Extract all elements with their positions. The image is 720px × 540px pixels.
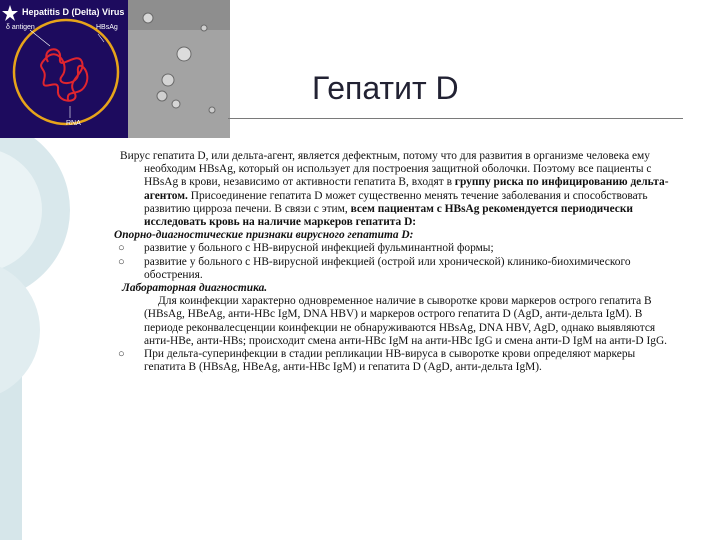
- list-item: [114, 256, 674, 282]
- antigen-pointer: [30, 30, 50, 46]
- intro-bold-1: группу риска по инфицированию дельта-агентом.: [144, 176, 669, 202]
- lab-heading: Лабораторная диагностика.: [122, 282, 268, 295]
- bullet-text: развитие у больного с HB-вирусной инфекцией фульминантной формы;: [144, 242, 494, 255]
- virus-figure: [0, 0, 230, 138]
- intro-paragraph: [114, 150, 674, 229]
- rna-label: RNA: [66, 120, 81, 127]
- intro-text-1: Вирус гепатита D, или дельта-агент, является дефектным, потому что для развития в организме человека ему необходим HBsAg, который он использует для построения защитной оболочки. Поэтому все пациенты с HBsAg в крови, независимо от активности гепатита В, входят в: [120, 150, 652, 189]
- signs-heading: Опорно-диагностические признаки вирусного гепатита D:: [114, 229, 414, 242]
- virus-structure-drawing: [0, 0, 128, 138]
- bullet-text: При дельта-суперинфекции в стадии репликации HB-вируса в сыворотке крови определяют маркеры гепатита В (HBsAg, HBeAg, анти-HBc IgM) и гепатита D (AgD, анти-дельта IgM).: [144, 348, 636, 374]
- rna-strand: [41, 49, 87, 100]
- slide-body: [114, 150, 674, 374]
- figure-title: Hepatitis D (Delta) Virus: [22, 7, 125, 17]
- star-logo-icon: [2, 5, 18, 21]
- title-divider: [228, 118, 683, 119]
- electron-micrograph: [128, 0, 230, 138]
- bullet-circle-icon: ○: [118, 242, 125, 255]
- micrograph-particles: [128, 0, 230, 138]
- bullet-circle-icon: ○: [118, 255, 125, 268]
- intro-text-2: Присоединение гепатита D может существенно менять течение заболевания и способствовать развитию цирроза печени. В связи с этим,: [144, 189, 648, 215]
- slide-title: Гепатит D: [312, 70, 459, 106]
- intro-bold-2: всем пациентам с HBsAg рекомендуется периодически исследовать кровь на наличие маркеров гепатита D:: [144, 202, 633, 229]
- virus-diagram: [0, 0, 128, 138]
- coinfection-paragraph: Для коинфекции характерно одновременное наличие в сыворотке крови маркеров острого гепатита В (HBsAg, HBeAg, анти-HBc IgM, DNA HBV) и маркеров острого гепатита D (AgD, анти-дельта IgM). В периоде реконвалесценции коинфекции не обнаруживаются HBsAg, DNA HBV, AgD, однако выявляются анти-HBe, анти-HBs; происходит смена анти-HBc IgM на анти-HBc IgG и смена анти-D IgM на анти-D IgG.: [144, 295, 668, 347]
- list-item: [114, 242, 674, 255]
- bullet-circle-icon: ○: [118, 348, 125, 361]
- hbsag-label: HBsAg: [96, 24, 118, 31]
- virus-envelope: [14, 20, 118, 124]
- antigen-label: δ antigen: [6, 24, 35, 31]
- list-item: [114, 348, 674, 374]
- bullet-text: развитие у больного с HB-вирусной инфекцией (острой или хронической) клинико-биохимического обострения.: [144, 255, 631, 281]
